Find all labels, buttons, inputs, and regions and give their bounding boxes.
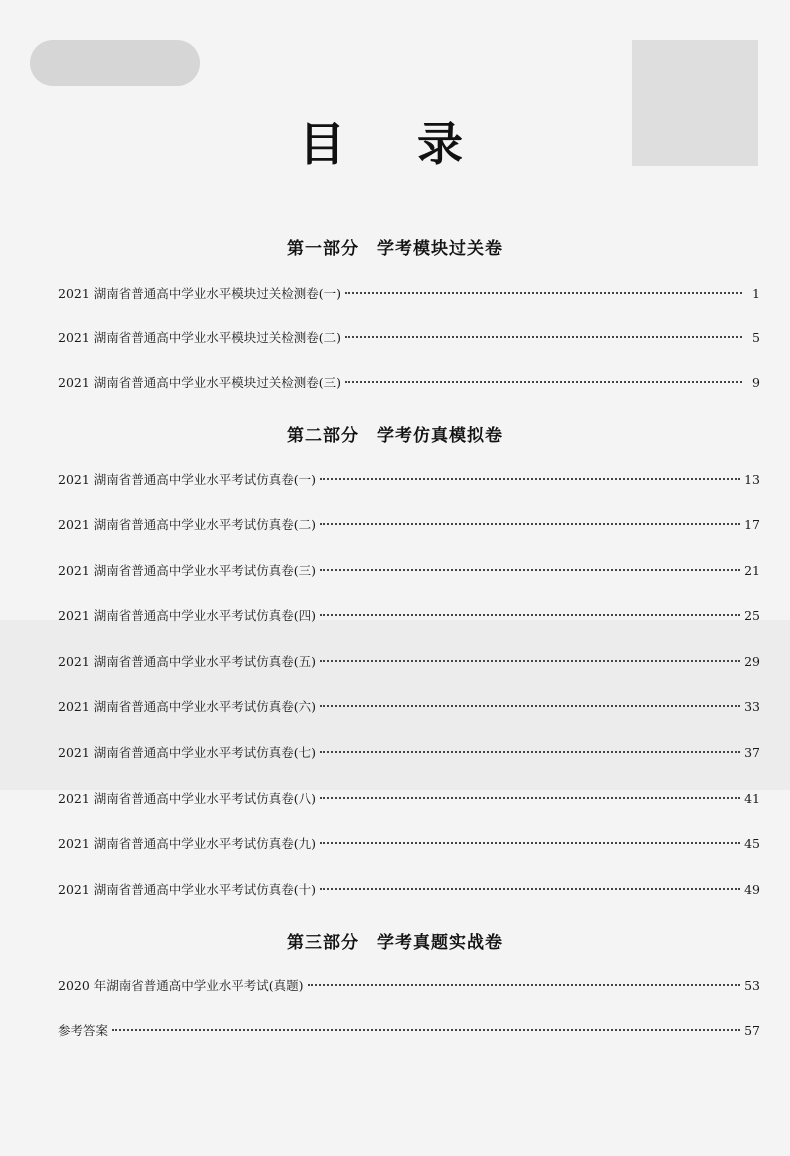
bleed-through-badge [30, 40, 200, 86]
leader-dots [345, 292, 742, 294]
toc-entry-page: 29 [744, 654, 760, 669]
toc-entry-label: 2021 湖南省普通高中学业水平考试仿真卷(八) [58, 791, 317, 806]
leader-dots [320, 705, 740, 707]
leader-dots [345, 381, 742, 383]
leader-dots [320, 751, 740, 753]
toc-entry-page: 13 [744, 472, 760, 487]
leader-dots [320, 842, 740, 844]
leader-dots [320, 660, 740, 662]
leader-dots [308, 984, 741, 986]
toc-entry-label: 2021 湖南省普通高中学业水平模块过关检测卷(一) [58, 286, 342, 301]
leader-dots [320, 569, 740, 571]
toc-entry-label: 2020 年湖南省普通高中学业水平考试(真题) [58, 978, 304, 993]
toc-entry[interactable] [58, 834, 760, 852]
toc-entry-page: 1 [752, 286, 760, 301]
toc-entry-page: 37 [744, 745, 760, 760]
toc-entry-page: 41 [744, 791, 760, 806]
toc-entry[interactable] [58, 328, 760, 346]
toc-entry-label: 2021 湖南省普通高中学业水平考试仿真卷(六) [58, 699, 317, 714]
toc-entry[interactable] [58, 515, 760, 533]
toc-entry-label: 2021 湖南省普通高中学业水平考试仿真卷(四) [58, 608, 317, 623]
toc-entry-label: 2021 湖南省普通高中学业水平考试仿真卷(一) [58, 472, 317, 487]
toc-entry-label: 2021 湖南省普通高中学业水平考试仿真卷(五) [58, 654, 317, 669]
toc-entry-label: 2021 湖南省普通高中学业水平考试仿真卷(九) [58, 836, 317, 851]
section-heading-2: 第二部分 学考仿真模拟卷 [287, 426, 503, 446]
leader-dots [320, 478, 740, 480]
toc-entry[interactable] [58, 606, 760, 624]
leader-dots [320, 888, 740, 890]
toc-entry-page: 49 [744, 882, 760, 897]
leader-dots [345, 336, 742, 338]
toc-entry-page: 33 [744, 699, 760, 714]
leader-dots [320, 797, 740, 799]
toc-entry-page: 25 [744, 608, 760, 623]
toc-entry-label: 参考答案 [58, 1023, 109, 1038]
leader-dots [320, 523, 740, 525]
section-heading-3: 第三部分 学考真题实战卷 [287, 933, 503, 953]
toc-entry-page: 53 [744, 978, 760, 993]
page-title: 目 录 [298, 117, 491, 171]
toc-entry[interactable] [58, 880, 760, 898]
toc-entry[interactable] [58, 561, 760, 579]
toc-entry[interactable] [58, 652, 760, 670]
leader-dots [320, 614, 740, 616]
toc-entry[interactable] [58, 373, 760, 391]
toc-entry-page: 45 [744, 836, 760, 851]
toc-entry-page: 57 [744, 1023, 760, 1038]
toc-entry[interactable] [58, 697, 760, 715]
toc-entry[interactable] [58, 470, 760, 488]
toc-entry[interactable] [58, 284, 760, 302]
toc-entry-label: 2021 湖南省普通高中学业水平考试仿真卷(七) [58, 745, 317, 760]
toc-entry-label: 2021 湖南省普通高中学业水平考试仿真卷(二) [58, 517, 317, 532]
toc-entry[interactable] [58, 743, 760, 761]
toc-entry-page: 21 [744, 563, 760, 578]
toc-entry-page: 17 [744, 517, 760, 532]
toc-entry-page: 5 [752, 330, 760, 345]
toc-entry-answers[interactable] [58, 1021, 760, 1039]
toc-entry[interactable] [58, 976, 760, 994]
leader-dots [112, 1029, 740, 1031]
section-heading-1: 第一部分 学考模块过关卷 [287, 239, 503, 259]
toc-entry-page: 9 [752, 375, 760, 390]
toc-entry-label: 2021 湖南省普通高中学业水平考试仿真卷(三) [58, 563, 317, 578]
toc-entry-label: 2021 湖南省普通高中学业水平考试仿真卷(十) [58, 882, 317, 897]
toc-entry-label: 2021 湖南省普通高中学业水平模块过关检测卷(三) [58, 375, 342, 390]
toc-entry[interactable] [58, 789, 760, 807]
toc-entry-label: 2021 湖南省普通高中学业水平模块过关检测卷(二) [58, 330, 342, 345]
